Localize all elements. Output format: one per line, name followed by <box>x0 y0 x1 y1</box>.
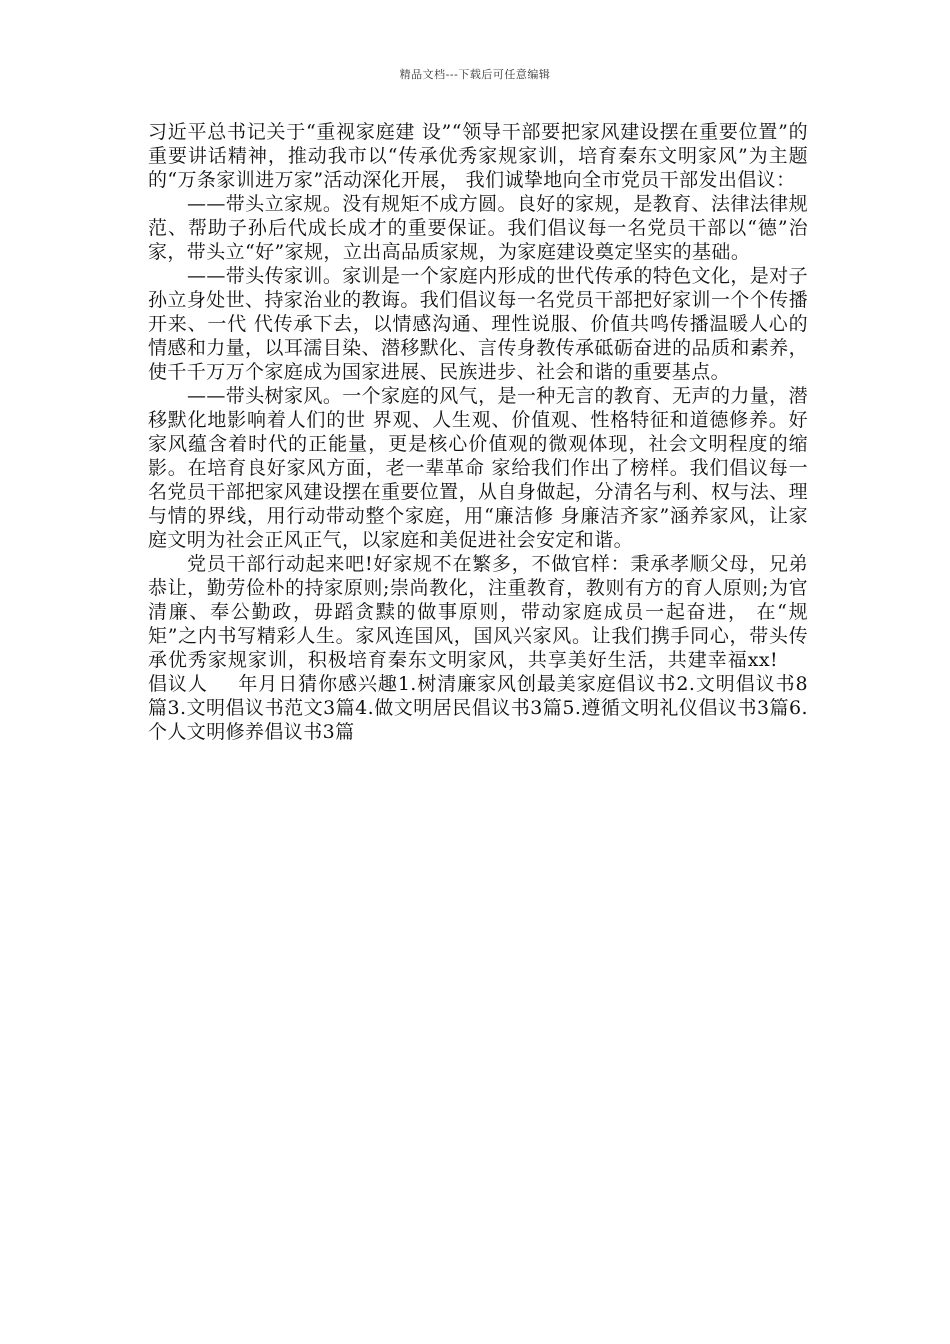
page-header: 精品文档---下载后可任意编辑 <box>399 68 551 81</box>
closing-paragraph <box>148 552 808 744</box>
paragraph-establish-family-rules: ——带头立家规。没有规矩不成方圆。良好的家规，是教育、法律法律规范、帮助子孙后代成长成才的重要保证。我们倡议每一名党员干部以“德”治家，带头立“好”家规，立出高品质家规，为家庭建设奠定坚实的基础。 <box>148 193 808 263</box>
related-articles: 猜你感兴趣1.树清廉家风创最美家庭倡议书2.文明倡议书8篇3.文明倡议书范文3篇4.做文明居民倡议书3篇5.遵循文明礼仪倡议书3篇6.个人文明修养倡议书3篇 <box>148 673 809 743</box>
closing-text: 党员干部行动起来吧!好家规不在繁多，不做官样：秉承孝顺父母，兄弟恭让，勤劳俭朴的持家原则;崇尚教化，注重教育，教则有方的育人原则;为官清廉、奉公勤政，毋蹈贪黩的做事原则，带动家庭成员一起奋进， 在“规矩”之内书写精彩人生。家风连国风，国风兴家风。让我们携手同心，带头传承优秀家规家训，积极培育秦东文明家风，共享美好生活，共建幸福xx! <box>148 553 808 671</box>
document-body <box>148 120 808 744</box>
intro-paragraph: 习近平总书记关于“重视家庭建 设”“领导干部要把家风建设摆在重要位置”的重要讲话精神，推动我市以“传承优秀家规家训，培育秦东文明家风”为主题的“万条家训进万家”活动深化开展， 我们诚挚地向全市党员干部发出倡议： <box>148 121 808 191</box>
date-label: 年月日 <box>237 673 299 695</box>
paragraph-pass-on-family-precepts: ——带头传家训。家训是一个家庭内形成的世代传承的特色文化，是对子孙立身处世、持家治业的教诲。我们倡议每一名党员干部把好家训一个个传播开来、一代 代传承下去，以情感沟通、理性说服、价值共鸣传播温暖人心的情感和力量，以耳濡目染、潜移默化、言传身教传承砥砺奋进的品质和素养，使千千万万个家庭成为国家进展、民族进步、社会和谐的重要基点。 <box>148 265 808 383</box>
paragraph-build-family-ethos: ——带头树家风。一个家庭的风气，是一种无言的教育、无声的力量，潜移默化地影响着人们的世 界观、人生观、价值观、性格特征和道德修养。好家风蕴含着时代的正能量，更是核心价值观的微观体现，社会文明程度的缩影。在培育良好家风方面，老一辈革命 家给我们作出了榜样。我们倡议每一名党员干部把家风建设摆在重要位置，从自身做起，分清名与利、权与法、理与情的界线，用行动带动整个家庭，用“廉洁修 身廉洁齐家”涵养家风，让家庭文明为社会正风正气，以家庭和美促进社会安定和谐。 <box>148 385 808 551</box>
signature-label: 倡议人 <box>148 673 208 695</box>
